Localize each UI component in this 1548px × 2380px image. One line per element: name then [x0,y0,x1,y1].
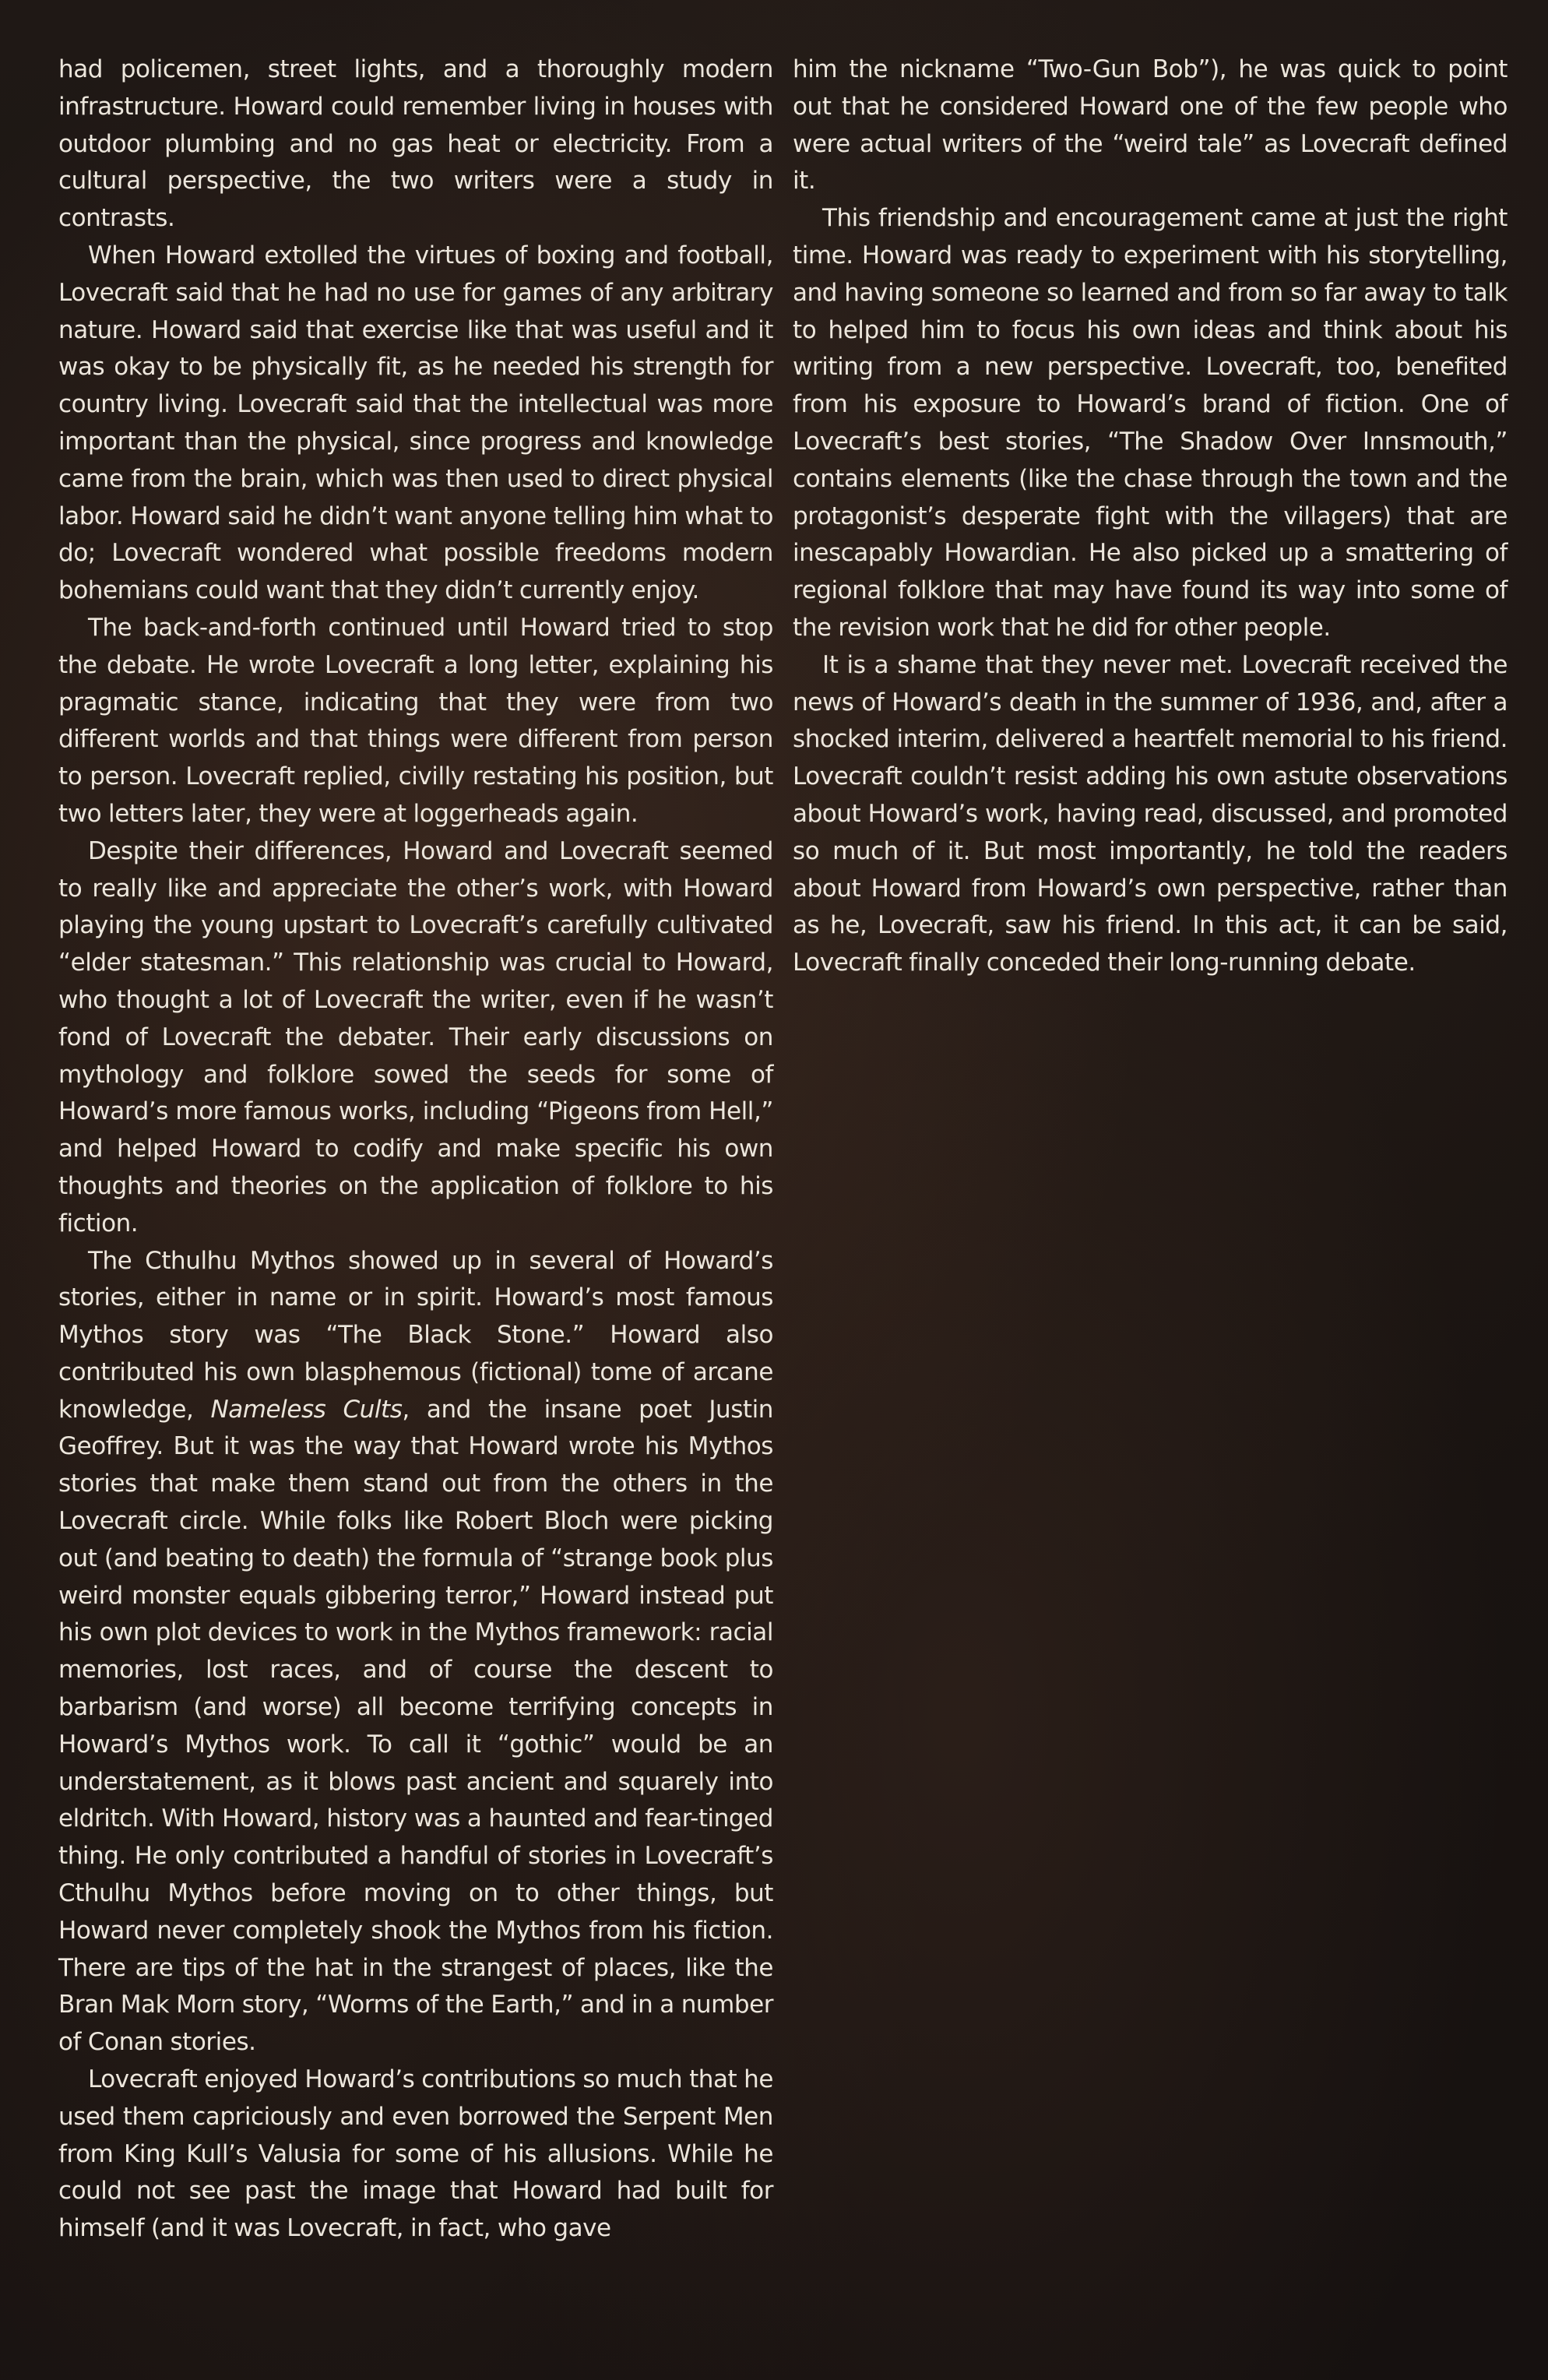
paragraph-text: When Howard extolled the virtues of boxing and football, Lovecraft said that he had no use for games of any arbitrary nature. Howard said that exercise like that was useful and it was okay to be physically fit, as he needed his strength for country living. Lovecraft said that the intellectual was more important than the physical, since progress and knowledge came from the brain, which was then used to direct physical labor. Howard said he didn’t want anyone telling him what to do; Lovecraft wondered what possible freedoms modern bohemians could want that they didn’t currently enjoy. [58,241,773,605]
paragraph-text: It is a shame that they never met. Lovecraft received the news of Howard’s death in the summer of 1936, and, after a shocked interim, delivered a heartfelt memorial to his friend. Lovecraft couldn’t resist adding his own astute observations about Howard’s work, having read, discussed, and promoted so much of it. But most importantly, he told the readers about Howard from Howard’s own perspective, rather than as he, Lovecraft, saw his friend. In this act, it can be said, Lovecraft finally conceded their long-running debate. [793,650,1508,977]
paragraph-text: , and the insane poet Justin Geoffrey. But it was the way that Howard wrote his Mythos stories that make them stand out from the others in the Lovecraft circle. While folks like Robert Bloch were picking out (and beating to death) the formula of “strange book plus weird monster equals gibbering terror,” Howard instead put his own plot devices to work in the Mythos framework: racial memories, lost races, and of course the descent to barbarism (and worse) all become terrifying concepts in Howard’s Mythos work. To call it “gothic” would be an understatement, as it blows past ancient and squarely into eldritch. With Howard, history was a haunted and fear-tinged thing. He only contributed a handful of stories in Lovecraft’s Cthulhu Mythos before moving on to other things, but Howard never completely shook the Mythos from his fiction. There are tips of the hat in the strangest of places, like the Bran Mak Morn story, “Worms of the Earth,” and in a number of Conan stories. [58,1395,774,2057]
body-paragraph [58,2061,773,2248]
paragraph-text: Despite their differences, Howard and Lovecraft seemed to really like and appreciate the other’s work, with Howard playing the young upstart to Lovecraft’s carefully cultivated “elder statesman.” This relationship was crucial to Howard, who thought a lot of Lovecraft the writer, even if he wasn’t fond of Lovecraft the debater. Their early discussions on mythology and folklore sowed the seeds for some of Howard’s more famous works, including “Pigeons from Hell,” and helped Howard to codify and make specific his own thoughts and theories on the application of folklore to his fiction. [58,836,773,1238]
body-paragraph [793,647,1508,982]
body-paragraph [793,200,1508,647]
paragraph-text: The back-and-forth continued until Howard tried to stop the debate. He wrote Lovecraft a long letter, explaining his pragmatic stance, indicating that they were from two different worlds and that things were different from person to person. Lovecraft replied, civilly restating his position, but two letters later, they were at loggerheads again. [58,613,773,828]
body-paragraph [58,238,773,610]
paragraph-text: This friendship and encouragement came at just the right time. Howard was ready to experiment with his storytelling, and having someone so learned and from so far away to talk to helped him to focus his own ideas and think about his writing from a new perspective. Lovecraft, too, benefited from his exposure to Howard’s brand of fiction. One of Lovecraft’s best stories, “The Shadow Over Innsmouth,” contains elements (like the chase through the town and the protagonist’s desperate fight with the villagers) that are inescapably Howardian. He also picked up a smattering of regional folklore that may have found its way into some of the revision work that he did for other people. [793,204,1508,642]
paragraph-text: had policemen, street lights, and a thoroughly modern infrastructure. Howard could remember living in houses with outdoor plumbing and no gas heat or electricity. From a cultural perspective, the two writers were a study in contrasts. [58,55,773,233]
body-paragraph [58,610,773,833]
body-paragraph [58,1243,773,2062]
body-paragraph [58,833,773,1243]
paragraph-text: him the nickname “Two-Gun Bob”), he was quick to point out that he considered Howard one of the few people who were actual writers of the “weird tale” as Lovecraft defined it. [793,55,1508,195]
paragraph-text: Lovecraft enjoyed Howard’s contributions so much that he used them capriciously and even borrowed the Serpent Men from King Kull’s Valusia for some of his allusions. While he could not see past the image that Howard had built for himself (and it was Lovecraft, in fact, who gave [58,2065,773,2243]
body-paragraph [58,51,773,238]
body-paragraph [793,51,1508,200]
left-text-column [58,51,773,2248]
italic-title-text: Nameless Cults [210,1395,403,1424]
paragraph-text: The Cthulhu Mythos showed up in several of Howard’s stories, either in name or in spirit. Howard’s most famous Mythos story was “The Black Stone.” Howard also contributed his own blasphemous (fictional) tome of arcane knowledge, [58,1246,773,1424]
right-text-column [793,51,1508,982]
